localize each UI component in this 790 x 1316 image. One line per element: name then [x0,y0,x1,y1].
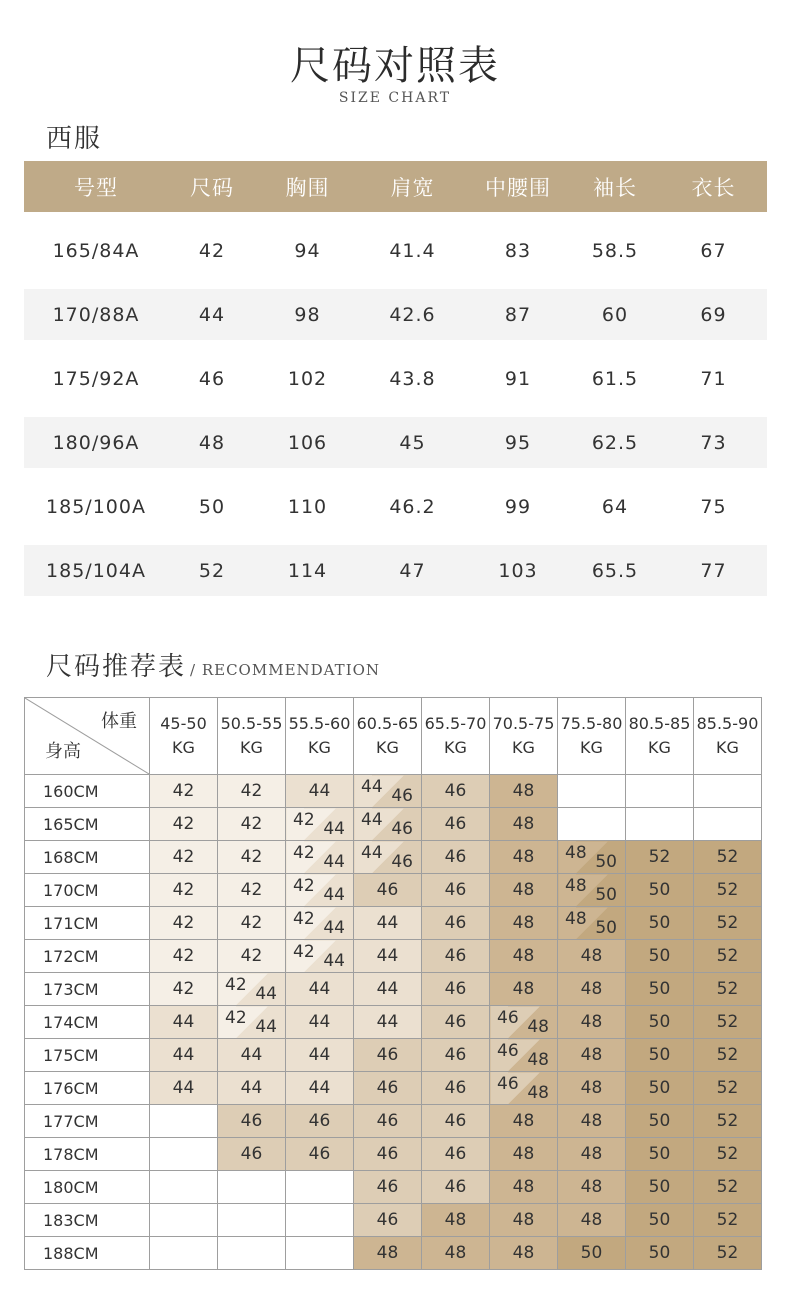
size-value-lower: 48 [565,876,587,896]
size-cell: 52 [694,1072,762,1105]
size-cell: 50 [626,1204,694,1237]
size-value-upper: 44 [323,951,345,971]
recommendation-row [25,1138,762,1171]
size-value-upper: 46 [391,852,413,872]
recommendation-row [25,1204,762,1237]
size-cell-split [490,1006,558,1039]
suit-table-cell: 114 [287,559,328,582]
size-value-upper: 44 [323,852,345,872]
size-cell: 42 [150,874,218,907]
size-cell: 48 [558,940,626,973]
weight-header-cell [490,698,558,775]
size-value-lower: 42 [293,810,315,830]
suit-table-cell: 94 [294,239,321,262]
size-cell: 44 [150,1072,218,1105]
size-cell: 48 [558,1039,626,1072]
size-cell: 48 [354,1237,422,1270]
suit-table-cell: 47 [399,559,426,582]
size-value-upper: 48 [527,1083,549,1103]
size-cell: 44 [150,1039,218,1072]
suit-table-cell: 44 [198,303,226,326]
size-cell: 48 [558,1105,626,1138]
empty-cell [150,1171,218,1204]
suit-table-cell: 87 [504,303,532,326]
size-value-lower: 46 [497,1008,519,1028]
suit-table-cell: 110 [287,495,328,518]
empty-cell [286,1237,354,1270]
size-cell: 46 [422,973,490,1006]
suit-table-cell: 180/96A [52,431,140,454]
size-cell: 42 [150,907,218,940]
weight-unit: KG [172,738,195,757]
size-cell: 52 [694,1204,762,1237]
size-value-lower: 44 [361,777,383,797]
size-cell: 50 [626,1039,694,1072]
size-cell-split [218,973,286,1006]
size-cell: 44 [286,1006,354,1039]
size-cell: 42 [218,874,286,907]
height-label: 177CM [25,1105,150,1138]
size-value-upper: 44 [323,819,345,839]
size-cell: 48 [422,1237,490,1270]
recommendation-row [25,1006,762,1039]
corner-cell [25,698,150,775]
weight-header-cell [558,698,626,775]
size-cell: 42 [218,841,286,874]
size-value-lower: 44 [361,843,383,863]
size-cell: 52 [626,841,694,874]
size-cell: 52 [694,907,762,940]
height-label: 174CM [25,1006,150,1039]
empty-cell [218,1237,286,1270]
height-label: 171CM [25,907,150,940]
size-cell: 46 [354,1171,422,1204]
weight-unit: KG [512,738,535,757]
size-cell: 46 [286,1105,354,1138]
size-recommendation-table [24,697,762,1270]
size-cell: 52 [694,973,762,1006]
size-cell: 48 [490,1171,558,1204]
suit-header-cell: 尺码 [190,175,234,200]
suit-table-cell: 61.5 [591,367,639,390]
weight-header-cell [354,698,422,775]
size-cell-split [490,1039,558,1072]
suit-table-cell: 45 [399,431,426,454]
weight-header-cell [694,698,762,775]
suit-table-cell: 50 [198,495,226,518]
size-cell: 46 [422,1105,490,1138]
suit-table-cell: 71 [700,367,727,390]
suit-header-cell: 号型 [74,175,118,200]
suit-table-cell: 185/104A [46,559,146,582]
size-cell: 42 [150,973,218,1006]
suit-table-cell: 58.5 [591,239,639,262]
size-cell: 48 [490,973,558,1006]
size-cell: 42 [218,775,286,808]
size-cell-split [354,841,422,874]
size-cell-split [286,907,354,940]
size-value-lower: 42 [293,876,315,896]
size-cell: 42 [218,808,286,841]
size-cell: 44 [354,973,422,1006]
suit-table-cell: 77 [700,559,727,582]
size-cell: 46 [218,1105,286,1138]
suit-table-cell: 102 [287,367,328,390]
suit-table-cell: 175/92A [52,367,140,390]
size-cell: 44 [354,1006,422,1039]
suit-table-row [24,353,767,404]
height-label: 170CM [25,874,150,907]
suit-section-title: 西服 [46,124,103,154]
suit-table-cell: 95 [504,431,532,454]
suit-header-cell: 衣长 [691,175,736,200]
suit-header-cell: 袖长 [593,175,637,200]
size-cell: 44 [218,1072,286,1105]
empty-cell [558,808,626,841]
weight-header-cell [150,698,218,775]
height-label: 165CM [25,808,150,841]
height-label: 160CM [25,775,150,808]
empty-cell [694,808,762,841]
suit-table-cell: 83 [504,239,532,262]
size-cell: 44 [286,1072,354,1105]
height-label: 180CM [25,1171,150,1204]
size-cell: 46 [286,1138,354,1171]
empty-cell [150,1138,218,1171]
size-cell: 48 [558,1204,626,1237]
suit-table-cell: 65.5 [591,559,639,582]
weight-axis-label: 体重 [101,711,137,732]
recommendation-row [25,907,762,940]
size-cell-split [354,775,422,808]
size-cell: 50 [626,1138,694,1171]
size-cell: 52 [694,940,762,973]
empty-cell [286,1171,354,1204]
recommendation-row [25,1039,762,1072]
size-value-lower: 44 [361,810,383,830]
suit-table-cell: 103 [498,559,538,582]
suit-table-header [24,161,767,212]
height-label: 168CM [25,841,150,874]
size-cell: 46 [422,940,490,973]
size-value-upper: 44 [323,918,345,938]
empty-cell [694,775,762,808]
size-cell: 44 [150,1006,218,1039]
size-cell: 50 [626,1237,694,1270]
size-cell: 46 [354,1072,422,1105]
recommendation-row [25,841,762,874]
size-value-lower: 48 [565,843,587,863]
suit-table-cell: 91 [504,367,532,390]
suit-table-cell: 42 [198,239,226,262]
size-cell: 48 [558,1138,626,1171]
suit-table-cell: 48 [198,431,226,454]
suit-table-row [24,225,767,276]
size-value-lower: 46 [497,1074,519,1094]
height-label: 176CM [25,1072,150,1105]
empty-cell [286,1204,354,1237]
suit-table-row [24,545,767,596]
size-cell: 50 [626,940,694,973]
size-cell: 42 [150,775,218,808]
weight-unit: KG [716,738,739,757]
empty-cell [626,808,694,841]
size-cell: 48 [490,808,558,841]
empty-cell [218,1204,286,1237]
size-value-upper: 44 [255,1017,277,1037]
size-cell: 42 [150,940,218,973]
size-cell: 48 [490,1237,558,1270]
size-cell: 50 [558,1237,626,1270]
recommendation-title-en: / RECOMMENDATION [190,661,381,679]
suit-table-cell: 52 [198,559,226,582]
size-cell: 48 [490,1138,558,1171]
size-cell: 44 [286,973,354,1006]
size-value-upper: 50 [595,852,617,872]
empty-cell [150,1237,218,1270]
size-cell: 42 [218,940,286,973]
suit-table-row [24,481,767,532]
height-label: 175CM [25,1039,150,1072]
suit-table-cell: 46.2 [389,495,436,518]
suit-table-cell: 170/88A [52,303,140,326]
size-cell: 48 [490,1204,558,1237]
suit-table-cell: 185/100A [46,495,146,518]
size-cell: 46 [354,1204,422,1237]
size-cell: 46 [422,1039,490,1072]
size-cell-split [286,808,354,841]
size-value-upper: 48 [527,1017,549,1037]
recommendation-section-title [46,646,380,683]
weight-unit: KG [648,738,671,757]
size-cell: 50 [626,1072,694,1105]
size-cell: 48 [490,841,558,874]
size-cell: 52 [694,874,762,907]
empty-cell [626,775,694,808]
suit-table-row [24,289,767,340]
suit-table-cell: 99 [504,495,532,518]
size-cell: 46 [354,874,422,907]
size-cell: 44 [354,907,422,940]
size-cell: 48 [558,1006,626,1039]
size-value-lower: 42 [293,843,315,863]
suit-table-cell: 46 [198,367,226,390]
recommendation-title-cn: 尺码推荐表 [46,652,187,682]
recommendation-header-row [25,698,762,775]
size-cell: 52 [694,1006,762,1039]
height-label: 183CM [25,1204,150,1237]
weight-range: 75.5-80 [560,714,623,733]
weight-range: 85.5-90 [696,714,759,733]
size-cell-split [558,841,626,874]
recommendation-row [25,940,762,973]
size-cell: 44 [354,940,422,973]
weight-unit: KG [376,738,399,757]
recommendation-row [25,1072,762,1105]
height-axis-label: 身高 [45,741,81,762]
weight-range: 50.5-55 [220,714,283,733]
suit-table-cell: 106 [287,431,328,454]
size-cell: 46 [422,775,490,808]
size-cell: 46 [422,1072,490,1105]
size-value-lower: 42 [293,909,315,929]
size-cell: 52 [694,1039,762,1072]
size-value-lower: 42 [293,942,315,962]
size-cell: 46 [218,1138,286,1171]
suit-table-cell: 64 [601,495,629,518]
size-cell: 48 [490,940,558,973]
recommendation-row [25,874,762,907]
suit-header-cell: 中腰围 [485,175,551,200]
size-cell: 48 [558,973,626,1006]
size-cell-split [286,940,354,973]
size-cell: 46 [422,808,490,841]
weight-header-cell [422,698,490,775]
size-value-upper: 46 [391,819,413,839]
size-value-lower: 46 [497,1041,519,1061]
size-cell: 48 [490,1105,558,1138]
size-cell: 50 [626,1006,694,1039]
weight-unit: KG [444,738,467,757]
height-label: 178CM [25,1138,150,1171]
weight-range: 65.5-70 [424,714,487,733]
weight-range: 55.5-60 [288,714,351,733]
weight-header-cell [626,698,694,775]
size-cell: 46 [422,907,490,940]
empty-cell [150,1204,218,1237]
recommendation-row [25,973,762,1006]
size-cell: 46 [422,841,490,874]
size-value-lower: 42 [225,1008,247,1028]
recommendation-row [25,1237,762,1270]
size-cell: 50 [626,1171,694,1204]
suit-table-row [24,417,767,468]
suit-header-cell: 胸围 [285,175,330,200]
size-cell: 48 [490,775,558,808]
size-value-upper: 46 [391,786,413,806]
size-cell: 44 [286,775,354,808]
suit-table-cell: 69 [700,303,727,326]
size-cell: 48 [490,907,558,940]
size-cell: 46 [422,1171,490,1204]
suit-table-cell: 60 [601,303,629,326]
height-label: 188CM [25,1237,150,1270]
weight-range: 70.5-75 [492,714,555,733]
size-cell: 48 [558,1072,626,1105]
size-cell-split [286,874,354,907]
suit-table-cell: 165/84A [52,239,140,262]
size-value-lower: 48 [565,909,587,929]
size-cell-split [558,874,626,907]
weight-unit: KG [240,738,263,757]
weight-unit: KG [308,738,331,757]
recommendation-row [25,808,762,841]
weight-range: 80.5-85 [628,714,691,733]
size-cell: 46 [354,1105,422,1138]
size-cell: 52 [694,841,762,874]
size-cell: 48 [558,1171,626,1204]
size-cell-split [218,1006,286,1039]
recommendation-row [25,775,762,808]
size-cell-split [558,907,626,940]
size-value-upper: 50 [595,885,617,905]
size-cell: 42 [150,808,218,841]
empty-cell [218,1171,286,1204]
size-cell: 42 [218,907,286,940]
size-cell: 48 [490,874,558,907]
size-cell: 50 [626,1105,694,1138]
size-cell: 52 [694,1105,762,1138]
suit-table-cell: 75 [700,495,727,518]
suit-table-cell: 98 [294,303,321,326]
height-label: 173CM [25,973,150,1006]
size-cell: 52 [694,1237,762,1270]
suit-table-cell: 62.5 [591,431,639,454]
suit-table-cell: 42.6 [389,303,436,326]
suit-header-cell: 肩宽 [390,175,435,200]
weight-unit: KG [580,738,603,757]
size-cell: 48 [422,1204,490,1237]
page-subtitle: SIZE CHART [338,90,452,106]
size-cell-split [286,841,354,874]
height-label: 172CM [25,940,150,973]
weight-header-cell [218,698,286,775]
size-cell: 46 [422,874,490,907]
size-cell: 46 [354,1039,422,1072]
suit-table-cell: 43.8 [389,367,436,390]
size-value-upper: 44 [323,885,345,905]
size-cell: 46 [354,1138,422,1171]
size-cell: 50 [626,874,694,907]
size-cell: 44 [286,1039,354,1072]
size-cell: 52 [694,1138,762,1171]
size-value-upper: 50 [595,918,617,938]
size-cell: 44 [218,1039,286,1072]
suit-table-cell: 73 [700,431,727,454]
weight-range: 45-50 [160,714,207,733]
recommendation-row [25,1105,762,1138]
suit-size-table [24,161,767,596]
size-cell: 46 [422,1006,490,1039]
size-value-upper: 44 [255,984,277,1004]
size-cell-split [490,1072,558,1105]
recommendation-row [25,1171,762,1204]
empty-cell [558,775,626,808]
size-cell-split [354,808,422,841]
size-cell: 50 [626,907,694,940]
empty-cell [150,1105,218,1138]
size-cell: 50 [626,973,694,1006]
weight-range: 60.5-65 [356,714,419,733]
size-value-upper: 48 [527,1050,549,1070]
size-value-lower: 42 [225,975,247,995]
suit-table-cell: 67 [700,239,727,262]
page-title: 尺码对照表 [290,43,500,89]
size-cell: 46 [422,1138,490,1171]
weight-header-cell [286,698,354,775]
size-cell: 42 [150,841,218,874]
size-cell: 52 [694,1171,762,1204]
suit-table-cell: 41.4 [389,239,436,262]
